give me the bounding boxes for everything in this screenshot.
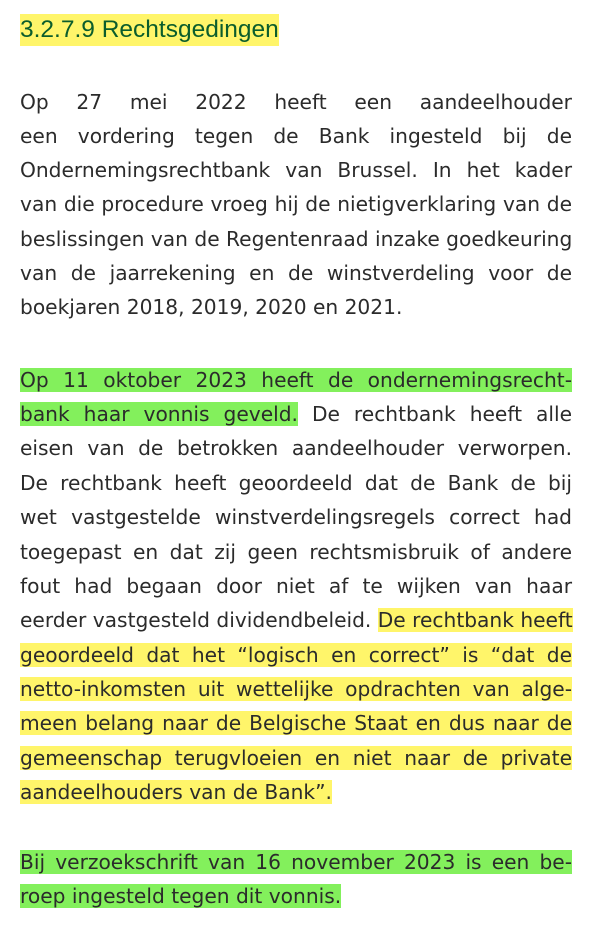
highlight-yellow: gemeenschap terugvloeien en niet naar de private: [20, 746, 572, 770]
highlight-green: Bij verzoekschrift van 16 november 2023 is een be-: [20, 850, 572, 874]
text-segment: eisen van de betrokken aandeelhouder verworpen.: [20, 436, 572, 460]
paragraph-2-line: [20, 500, 572, 535]
highlight-green: bank haar vonnis geveld.: [20, 402, 298, 426]
paragraph-1-line: [20, 119, 572, 154]
paragraph-2-line: [20, 638, 572, 673]
text-segment: van die procedure vroeg hij de nietigverklaring van de: [20, 192, 572, 216]
text-segment: Ondernemingsrechtbank van Brussel. In het kader: [20, 158, 572, 182]
text-segment: Op 27 mei 2022 heeft een aandeelhouder: [20, 90, 572, 114]
text-segment: een vordering tegen de Bank ingesteld bij de: [20, 124, 572, 148]
paragraph-2-line: [20, 706, 572, 741]
text-segment: eerder vastgesteld dividendbeleid.: [20, 608, 378, 632]
text-segment: fout had begaan door niet af te wijken van haar: [20, 574, 572, 598]
text-segment: De rechtbank heeft geoordeeld dat de Bank de bij: [20, 471, 572, 495]
highlight-green: roep ingesteld tegen dit vonnis.: [20, 884, 342, 908]
highlight-yellow: aandeelhouders van de Bank”.: [20, 780, 332, 804]
paragraph-2-line: [20, 569, 572, 604]
paragraph-2-line: [20, 431, 572, 466]
paragraph-3-line: [20, 845, 572, 880]
highlight-green: Op 11 oktober 2023 heeft de ondernemingsrecht-: [20, 368, 572, 392]
text-segment: toegepast en dat zij geen rechtsmisbruik of andere: [20, 540, 572, 564]
text-segment: beslissingen van de Regentenraad inzake goedkeuring: [20, 227, 573, 251]
paragraph-2-line: [20, 775, 572, 810]
paragraph-2-line: [20, 397, 572, 432]
paragraph-1-line: [20, 290, 572, 325]
paragraph-2-line: [20, 672, 572, 707]
section-heading: 3.2.7.9 Rechtsgedingen: [20, 14, 279, 46]
text-segment: boekjaren 2018, 2019, 2020 en 2021.: [20, 295, 403, 319]
paragraph-1-line: [20, 85, 572, 120]
text-segment: De rechtbank heeft alle: [297, 402, 572, 426]
paragraph-1-line: [20, 222, 572, 257]
paragraph-2-line: [20, 363, 572, 398]
paragraph-3-line: [20, 879, 572, 914]
text-segment: wet vastgestelde winstverdelingsregels correct had: [20, 505, 572, 529]
text-segment: van de jaarrekening en de winstverdeling voor de: [20, 261, 572, 285]
highlight-yellow: netto-inkomsten uit wettelijke opdrachten van alge-: [20, 677, 572, 701]
highlight-yellow: De rechtbank heeft: [377, 608, 573, 632]
paragraph-2-line: [20, 603, 572, 638]
highlight-yellow: geoordeeld dat het “logisch en correct” is “dat de: [20, 643, 572, 667]
paragraph-2-line: [20, 466, 572, 501]
paragraph-1-line: [20, 187, 572, 222]
paragraph-1-line: [20, 153, 572, 188]
paragraph-1-line: [20, 256, 572, 291]
paragraph-2-line: [20, 535, 572, 570]
paragraph-2-line: [20, 741, 572, 776]
highlight-yellow: meen belang naar de Belgische Staat en dus naar de: [20, 711, 572, 735]
